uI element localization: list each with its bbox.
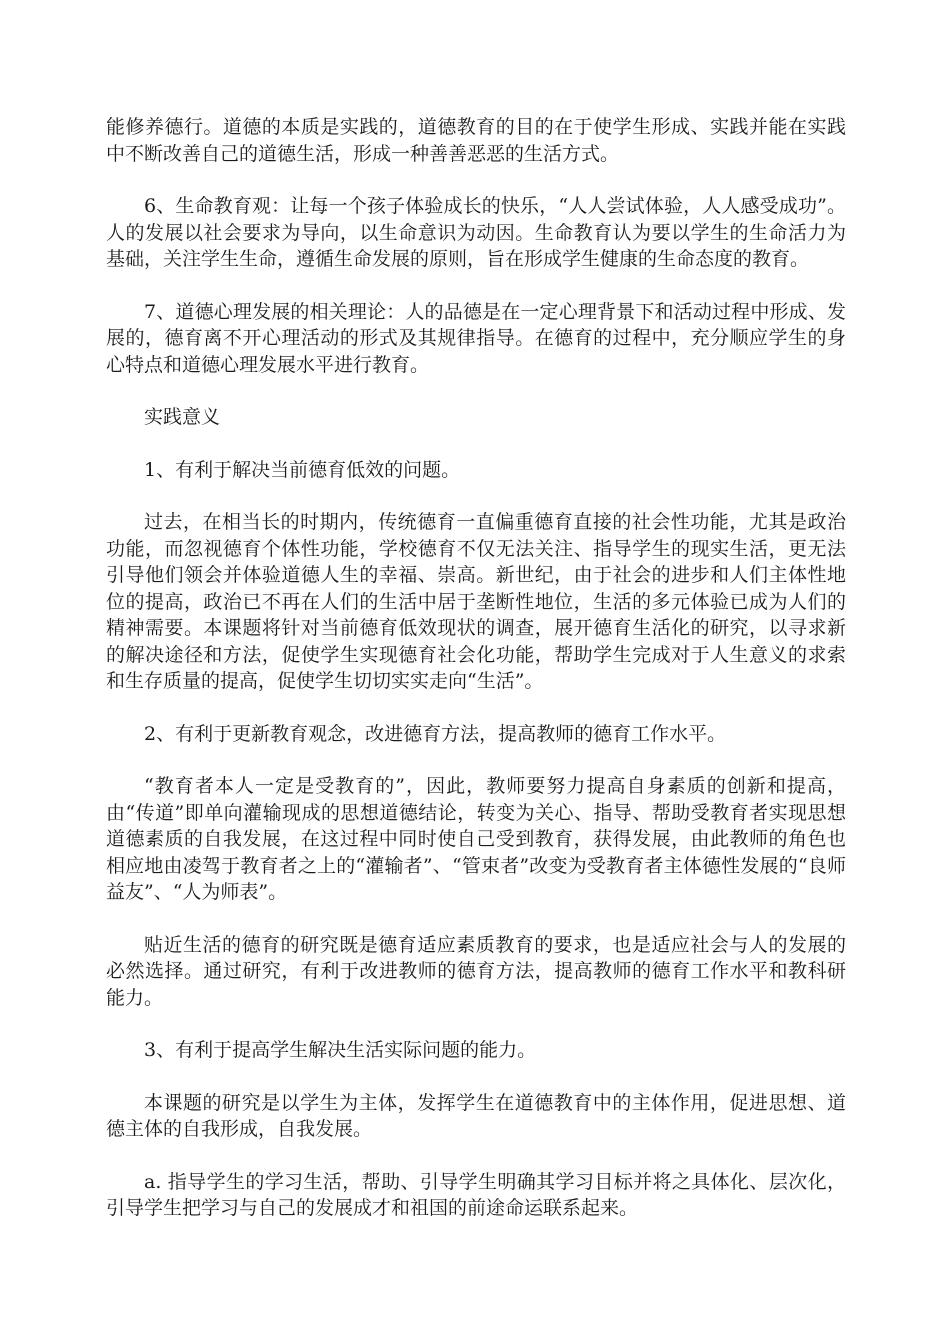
- paragraph-continuation: 能修养德行。道德的本质是实践的，道德教育的目的在于使学生形成、实践并能在实践中不断改善自己的道德生活，形成一种善善恶恶的生活方式。: [106, 116, 846, 165]
- paragraph-life-education: 6、生命教育观：让每一个孩子体验成长的快乐，“人人尝试体验，人人感受成功”。人的发展以社会要求为导向，以生命意识为动因。生命教育认为要以学生的生命活力为基础，关注学生生命，遵循生命发展的原则，旨在形成学生健康的生命态度的教育。: [106, 195, 846, 270]
- paragraph-moral-psychology: 7、道德心理发展的相关理论：人的品德是在一定心理背景下和活动过程中形成、发展的，德育离不开心理活动的形式及其规律指导。在德育的过程中，充分顺应学生的身心特点和道德心理发展水平进行教育。: [106, 300, 846, 376]
- paragraph-point-1: 1、有利于解决当前德育低效的问题。: [144, 458, 461, 481]
- paragraph-student-subject: 本课题的研究是以学生为主体，发挥学生在道德教育中的主体作用，促进思想、道德主体的自我形成，自我发展。: [106, 1091, 846, 1140]
- paragraph-past-moral-education: 过去，在相当长的时期内，传统德育一直偏重德育直接的社会性功能，尤其是政治功能，而忽视德育个体性功能，学校德育不仅无法关注、指导学生的现实生活，更无法引导他们领会并体验道德人生的幸福、崇高。新世纪，由于社会的进步和人们主体性地位的提高，政治已不再在人们的生活中居于垄断性地位，生活的多元体验已成为人们的精神需要。本课题将针对当前德育低效现状的调查，展开德育生活化的研究，以寻求新的解决途径和方法，促使学生实现德育社会化功能，帮助学生完成对于人生意义的求索和生存质量的提高，促使学生切切实实走向“生活”。: [106, 511, 846, 692]
- paragraph-point-3: 3、有利于提高学生解决生活实际问题的能力。: [144, 1039, 537, 1061]
- paragraph-point-2: 2、有利于更新教育观念，改进德育方法，提高教师的德育工作水平。: [144, 722, 727, 745]
- document-page: [106, 114, 846, 1248]
- paragraph-educator-educated: “教育者本人一定是受教育的”，因此，教师要努力提高自身素质的创新和提高，由“传道”即单向灌输现成的思想道德结论，转变为关心、指导、帮助受教育者实现思想道德素质的自我发展，在这过程中同时使自己受到教育，获得发展，由此教师的角色也相应地由凌驾于教育者之上的“灌输者”、“管束者”改变为受教育者主体德性发展的“良师益友”、“人为师表”。: [106, 775, 846, 903]
- paragraph-life-oriented-research: 贴近生活的德育的研究既是德育适应素质教育的要求，也是适应社会与人的发展的必然选择。通过研究，有利于改进教师的德育方法，提高教师的德育工作水平和教科研能力。: [106, 933, 846, 1009]
- paragraph-point-a: a. 指导学生的学习生活，帮助、引导学生明确其学习目标并将之具体化、层次化，引导学生把学习与自己的发展成才和祖国的前途命运联系起来。: [106, 1170, 846, 1219]
- section-heading-practical-significance: 实践意义: [144, 406, 221, 428]
